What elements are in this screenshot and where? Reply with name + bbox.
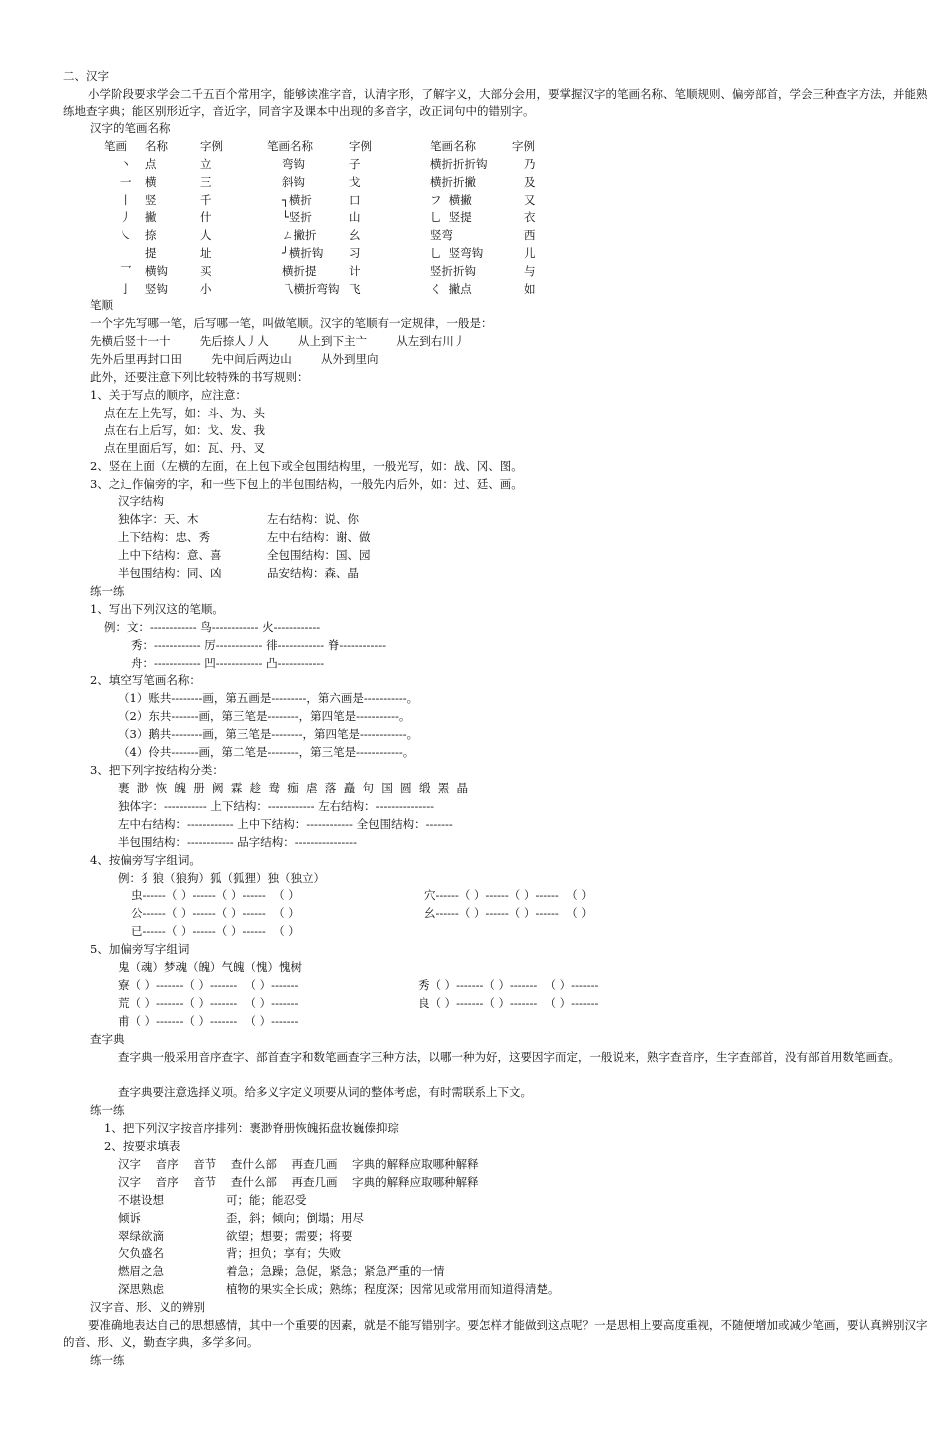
stroke-cell: 什 [200,210,212,225]
table-header: 汉字 音序 音节 查什么部 再查几画 字典的解释应取哪种解释 [118,1175,479,1189]
intro-paragraph: 小学阶段要求学会二千五百个常用字，能够读准字音，认清字形，了解字义，大部分会用，要掌握汉字的笔画名称、笔顺规则、偏旁部首，学会三种查字方法，并能熟练地查字典；能区别形近字，音近字，同音字及课本中出现的多音字，改正词句中的错别字。 [63,87,928,118]
stroke-cell: 西 [524,228,536,243]
structure-item: 上中下结构：意、喜 [118,548,222,562]
stroke-cell: 横折提 [282,263,317,278]
stroke-cell: 竖钩 [145,281,168,296]
stroke-cell: 丨 [120,192,132,207]
table-word: 不堪设想 [118,1193,164,1207]
q5-line: 甫（ ）-------（ ）------- （ ）------- [118,1014,299,1028]
header-cell: 字例 [200,139,223,153]
table-word: 深思熟虑 [118,1282,164,1296]
table-meaning: 歪，斜；倾向；倒塌；用尽 [226,1210,364,1225]
dot-rule: 点在里面后写，如：瓦、丹、叉 [104,441,265,455]
bishun-text: 一个字先写哪一笔，后写哪一笔，叫做笔顺。汉字的笔顺有一定规律，一般是： [90,316,493,330]
stroke-cell: 横 [145,174,157,189]
practice3-title: 练一练 [90,1353,125,1367]
q3-title: 3、把下列字按结构分类： [90,763,224,777]
stroke-cell: 幺 [349,228,361,243]
header-cell: 名称 [145,139,168,153]
stroke-cell: 习 [349,246,361,260]
stroke-cell: 提 [145,246,157,260]
table-word: 欠负盛名 [118,1246,164,1261]
header-cell: 笔画名称 [267,139,313,153]
bishun-title: 笔顺 [90,298,113,312]
strokes-title: 汉字的笔画名称 [90,121,171,135]
q1-line: 秀：------------ 厉------------ 徘------------ 脊------------ [131,638,386,652]
stroke-cell: 横折折折钩 [430,157,488,171]
stroke-cell: 弯钩 [282,157,305,171]
q5-line: 荒（ ）-------（ ）------- （ ）------- [118,996,299,1010]
stroke-cell: 儿 [524,246,536,260]
table-meaning: 背；担负；享有；失败 [226,1246,341,1261]
stroke-cell: 三 [200,174,212,189]
stroke-cell: └竖折 [282,210,312,225]
stroke-cell: 横折折撇 [430,174,476,189]
p2-q2: 2、按要求填表 [104,1139,181,1153]
stroke-cell: 千 [200,192,212,207]
header-cell: 字例 [349,139,372,153]
q2-line: （1）账共--------画，第五画是---------，第六画是-----------。 [118,691,419,705]
q1-line: 舟：------------ 凹------------ 凸------------ [131,656,325,670]
stroke-cell: く 撇点 [430,281,472,296]
dot-rule: 点在左上先写，如：斗、为、头 [104,406,265,420]
q5-line: 寮（ ）-------（ ）------- （ ）------- [118,978,299,992]
q3-chars: 裹 渺 恢 魄 册 阙 霖 趁 鸯 痂 虐 落 矗 句 国 圆 缎 罴 晶 [118,781,469,795]
stroke-cell: 又 [524,192,536,207]
stroke-cell: 乛 [120,263,132,278]
distinguish-title: 汉字音、形、义的辨别 [90,1300,205,1314]
stroke-cell: 斜钩 [282,174,305,189]
stroke-cell: 丶 [120,157,132,171]
dot-rule: 点在右上后写，如：戈、发、我 [104,423,265,437]
rule-line-1: 先横后竖十一十 先后捺人丿人 从上到下主亠 从左到右川丿 [90,334,466,348]
table-word: 倾诉 [118,1210,141,1225]
q5-line: 良（ ）-------（ ）------- （ ）------- [418,996,599,1010]
q4-line: 穴------（ ）------（ ）------ （ ） [424,888,593,902]
stroke-cell: 捺 [145,228,157,243]
stroke-cell: 横钩 [145,263,168,278]
section-title: 二、汉字 [63,69,109,83]
stroke-cell: 山 [349,210,361,225]
q1-line: 例：文：------------ 鸟------------ 火------------ [104,620,321,634]
q3-line: 左中右结构：------------ 上中下结构：------------ 全包围结构：------- [118,817,453,831]
header-cell: 字例 [512,139,535,153]
stroke-cell: 竖弯 [430,228,453,243]
q4-line: 已------（ ）------（ ）------ （ ） [131,924,300,938]
structure-item: 全包围结构：国、园 [267,548,371,562]
q2-line: （4）伶共-------画，第二笔是--------，第三笔是------------。 [118,745,415,759]
q2-title: 2、填空写笔画名称： [90,673,201,687]
stroke-cell: 址 [200,246,212,260]
practice2-title: 练一练 [90,1103,125,1117]
stroke-cell: 亅 [120,281,132,296]
table-meaning: 植物的果实全长成；熟练；程度深；因常见或常用而知道得清楚。 [226,1282,560,1296]
structure-item: 独体字：天、木 [118,512,199,526]
header-cell: 笔画 [104,139,127,153]
stroke-cell: 点 [145,157,157,171]
stroke-cell: 丿 [120,210,132,225]
stroke-cell: 乚 竖弯钩 [430,246,484,260]
q5-example: 鬼（魂）梦魂（魄）气魄（愧）愧树 [118,960,302,974]
distinguish-paragraph: 要准确地表达自己的思想感情，其中一个重要的因素，就是不能写错别字。要怎样才能做到这点呢？一是思相上要高度重视，不随便增加或减少笔画，要认真辨别汉字的音、形、义，勤查字典，多学多问。 [63,1318,928,1349]
stroke-cell: 计 [349,263,361,278]
q2-line: （2）东共-------画，第三笔是--------，第四笔是-----------。 [118,709,411,723]
stroke-cell: 乁横折弯钩 [282,281,340,296]
stroke-cell: 子 [349,157,361,171]
q5-title: 5、加偏旁写字组词 [90,942,190,956]
stroke-cell: 乃 [524,157,536,171]
q4-line: 幺------（ ）------（ ）------ （ ） [424,906,593,920]
stroke-cell: 竖 [145,192,157,207]
q5-line: 秀（ ）-------（ ）------- （ ）------- [418,978,599,992]
stroke-cell: 小 [200,281,212,296]
dict-title: 查字典 [90,1032,125,1046]
stroke-cell: 及 [524,174,536,189]
dict-paragraph-1: 查字典一般采用音序查字、部首查字和数笔画查字三种方法，以哪一种为好，这要因字而定，一般说来，熟字查音序，生字查部首，没有部首用数笔画查。 [118,1050,900,1064]
structure-title: 汉字结构 [118,494,164,508]
q3-line: 半包围结构：------------ 品字结构：---------------- [118,835,357,849]
stroke-cell: 口 [349,192,361,207]
stroke-cell: 一 [120,174,132,189]
stroke-cell: 立 [200,157,212,171]
table-meaning: 可；能；能忍受 [226,1193,307,1207]
table-word: 翠绿欲滴 [118,1228,164,1243]
rule-3: 3、之辶作偏旁的字，和一些下包上的半包围结构，一般先内后外，如：过、廷、画。 [90,477,523,491]
q4-line: 公------（ ）------（ ）------ （ ） [131,906,300,920]
q4-line: 虫------（ ）------（ ）------ （ ） [131,888,300,902]
stroke-cell: 买 [200,263,212,278]
q2-line: （3）鹅共--------画，第三笔是--------，第四笔是------------。 [118,727,419,741]
dict-paragraph-2: 查字典要注意选择义项。给多义字定义项要从词的整体考虑，有时需联系上下文。 [118,1085,532,1099]
table-meaning: 着急；急躁；急促，紧急；紧急严重的一情 [226,1264,445,1279]
stroke-cell: ㇏ [120,228,132,243]
q4-example: 例：犭狼（狼狗）狐（狐狸）独（独立） [118,871,325,885]
stroke-cell: ㄥ撇折 [282,228,317,243]
rule-line-2: 先外后里再封口田 先中间后两边山 从外到里向 [90,352,379,366]
stroke-cell: 撇 [145,210,157,225]
structure-item: 上下结构：忠、秀 [118,530,210,544]
rule-2: 2、竖在上面（左横的左面，在上包下或全包围结构里，一般光写，如：战、冈、图。 [90,459,523,473]
stroke-cell: 戈 [349,174,361,189]
stroke-cell: 竖折折钩 [430,263,476,278]
stroke-cell: 如 [524,281,536,296]
practice-title: 练一练 [90,584,125,598]
structure-item: 半包围结构：同、凶 [118,566,222,580]
stroke-cell: ╯横折钩 [282,246,324,260]
stroke-cell: 与 [524,263,536,278]
header-cell: 笔画名称 [430,139,476,153]
p2-q1: 1、把下列汉字按音序排列：裹渺脊册恢魄拓盘妆巍傣抑琮 [104,1121,399,1135]
stroke-cell: 飞 [349,281,361,296]
table-meaning: 欲望；想要；需要；将要 [226,1228,353,1243]
stroke-cell: 衣 [524,210,536,225]
stroke-cell: ┐横折 [282,192,312,207]
table-header: 汉字 音序 音节 查什么部 再查几画 字典的解释应取哪种解释 [118,1157,479,1171]
extra-rules: 此外，还要注意下列比较特殊的书写规则： [90,370,309,384]
q4-title: 4、按偏旁写字组词。 [90,853,201,867]
stroke-cell: 乚 竖提 [430,210,472,225]
dot-title: 1、关于写点的顺序，应注意： [90,388,247,402]
structure-item: 左中右结构：谢、做 [267,530,371,544]
table-word: 燃眉之急 [118,1264,164,1279]
q3-line: 独体字：----------- 上下结构：------------ 左右结构：--------------- [118,799,434,813]
structure-item: 左右结构：说、你 [267,512,359,526]
q1-title: 1、写出下列汉这的笔顺。 [90,602,224,616]
structure-item: 品安结构：森、晶 [267,566,359,580]
stroke-cell: 人 [200,228,212,243]
stroke-cell: フ 横撇 [430,192,472,207]
